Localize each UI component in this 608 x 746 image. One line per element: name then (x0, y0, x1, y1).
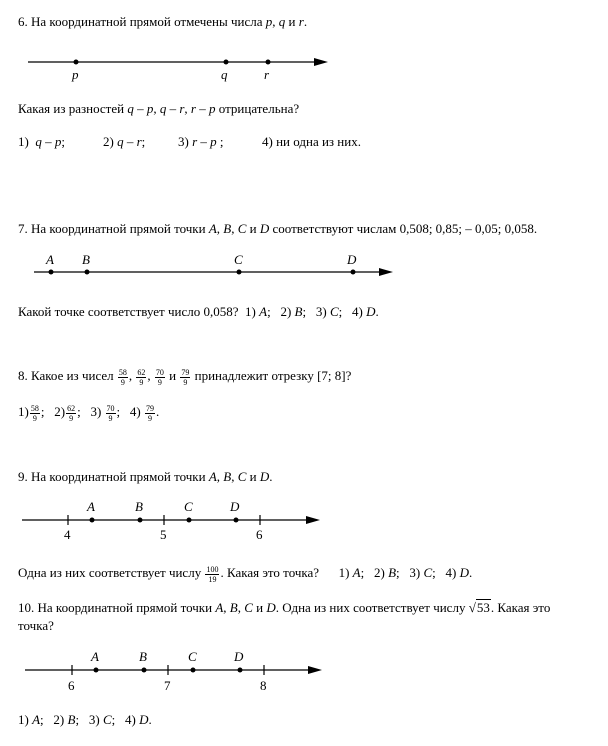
q7-label-B: B (82, 252, 90, 267)
q7-answer-1[interactable]: 1) A; (245, 304, 271, 319)
q9-label-A: A (87, 499, 95, 514)
q9-label-B: B (135, 499, 143, 514)
q10-answers (18, 712, 152, 728)
q9-answer-4[interactable]: 4) D. (445, 565, 473, 580)
q8-answer-3[interactable]: 3) $\frac{70}{9}$ ; (90, 403, 121, 423)
q6-answer-1[interactable]: 1) q – p; (18, 134, 65, 149)
q6-statement: 6. На координатной прямой отмечены числа p, q и r. (18, 14, 308, 29)
q7-answer-2[interactable]: 2) B; (280, 304, 307, 319)
q6-label-p: p (72, 67, 79, 82)
q7-point-A (49, 270, 54, 275)
q7-label-D: D (347, 252, 357, 267)
q10-answer-3[interactable]: 3) C; (88, 712, 116, 727)
q10-point-C (191, 668, 196, 673)
q7-answer-3[interactable]: 3) C; (315, 304, 343, 319)
q8-answer-4[interactable]: 4) $\frac{79}{9}$ . (129, 403, 160, 423)
q6-answer-3[interactable]: 3) r – p ; (178, 134, 224, 149)
q10-label-D: D (234, 649, 244, 664)
q6-answer-4[interactable]: 4) ни одна из них. (262, 134, 361, 149)
q10-answer-4[interactable]: 4) D. (124, 712, 152, 727)
q8-answer-1[interactable]: 1) $\frac{58}{9}$ ; (18, 403, 45, 423)
q7-answer-4[interactable]: 4) D. (352, 304, 379, 319)
q7-point-B (85, 270, 90, 275)
q8-answers (18, 400, 159, 424)
q6-point-p (74, 60, 79, 65)
q10-point-A (94, 668, 99, 673)
q10-tick-label-6: 6 (68, 678, 75, 693)
q10-tick-label-7: 7 (164, 678, 171, 693)
q8-statement: 8. Какое из чисел $\frac{58}{9}$ , $\frac{62}{9}$ , $\frac{70}{9}$ и $\frac{79}{9}$ принадлежит отрезку [7; 8]? (18, 367, 352, 387)
q10-answer-2[interactable]: 2) B; (53, 712, 80, 727)
q6-point-q (224, 60, 229, 65)
q9-statement: 9. На координатной прямой точки A, B, C и D. (18, 469, 273, 484)
q9-point-B (138, 518, 143, 523)
q9-answer-1[interactable]: 1) A; (338, 565, 365, 580)
q7-number-line (0, 250, 400, 280)
q10-tick-label-8: 8 (260, 678, 267, 693)
q9-answer-3[interactable]: 3) C; (409, 565, 436, 580)
q9-question: Одна из них соответствует числу $\frac{100}{19}$ . Какая это точка? 1) A; 2) B; 3) C; 4) D. (18, 564, 473, 584)
q9-tick-label-6: 6 (256, 527, 263, 542)
q9-point-A (90, 518, 95, 523)
q6-answer-2[interactable]: 2) q – r; (103, 134, 146, 149)
q6-label-q: q (221, 67, 228, 82)
q10-label-C: C (188, 649, 197, 664)
q8-fraction-62-9: $\frac{62}{9}$ (137, 367, 146, 387)
q10-answer-1[interactable]: 1) A; (18, 712, 44, 727)
q10-statement: 10. На координатной прямой точки A, B, C и D. Одна из них соответствует числу √53. Какая это (18, 600, 551, 615)
q9-label-D: D (230, 499, 240, 514)
q10-point-B (142, 668, 147, 673)
q10-sqrt-53: √53 (468, 600, 490, 615)
q10-label-B: B (139, 649, 147, 664)
q6-label-r: r (264, 67, 270, 82)
q6-point-r (266, 60, 271, 65)
q6-number-line (0, 50, 340, 86)
q7-label-C: C (234, 252, 243, 267)
q10-label-A: A (91, 649, 99, 664)
q7-label-A: A (46, 252, 54, 267)
q9-fraction-100-19: $\frac{100}{19}$ (206, 564, 219, 584)
q9-number-line (0, 496, 330, 542)
q9-tick-label-4: 4 (64, 527, 71, 542)
q9-label-C: C (184, 499, 193, 514)
q8-answer-2[interactable]: 2) $\frac{62}{9}$ ; (54, 403, 81, 423)
q7-question: Какой точке соответствует число 0,058? 1) A; 2) B; 3) C; 4) D. (18, 304, 379, 319)
q9-answer-2[interactable]: 2) B; (373, 565, 400, 580)
q9-point-C (187, 518, 192, 523)
q6-question: Какая из разностей q – p, q – r, r – p отрицательна? (18, 101, 300, 116)
q7-point-D (351, 270, 356, 275)
q8-fraction-58-9: $\frac{58}{9}$ (118, 367, 127, 387)
q8-fraction-70-9: $\frac{70}{9}$ (155, 367, 164, 387)
q7-point-C (237, 270, 242, 275)
q10-point-D (238, 668, 243, 673)
q7-statement: 7. На координатной прямой точки A, B, C и D соответствуют числам 0,508; 0,85; – 0,05; 0,058. (18, 221, 538, 236)
q10-number-line (0, 648, 330, 694)
q10-statement-line2: точка? (18, 618, 54, 633)
q9-tick-label-5: 5 (160, 527, 167, 542)
q9-point-D (234, 518, 239, 523)
q8-fraction-79-9: $\frac{79}{9}$ (181, 367, 190, 387)
